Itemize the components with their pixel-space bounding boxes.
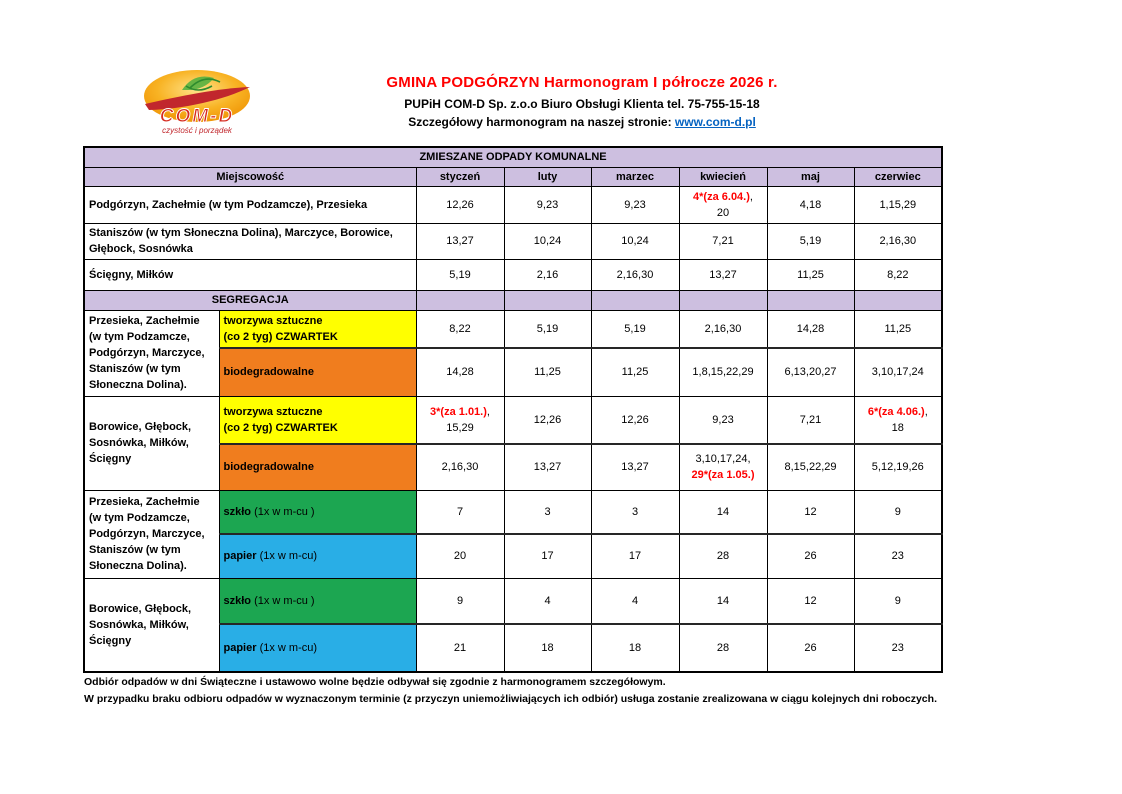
website-line [252,115,912,129]
document-header [252,74,912,129]
schedule-dates-cell: 2,16 [504,259,591,290]
schedule-dates-cell: 14 [679,578,767,624]
footer-note-2: W przypadku braku odbioru odpadów w wyznaczonym terminie (z przyczyn uniemożliwiających ich odbiór) usługa zostanie zrealizowana w ciągu kolejnych dni roboczych. [84,693,937,705]
segregacja-empty-cell [767,290,854,310]
date-text: , [486,405,490,418]
location-cell: Podgórzyn, Zachełmie (w tym Podzamcze), Przesieka [84,186,416,223]
schedule-dates-cell: 9 [416,578,504,624]
date-text: , [749,190,753,203]
schedule-dates-cell: 8,15,22,29 [767,444,854,490]
schedule-dates-cell: 17 [504,534,591,578]
schedule-dates-cell: 5,19 [504,310,591,348]
column-header-styczen: styczeń [416,167,504,186]
schedule-dates-cell: 21 [416,624,504,672]
schedule-dates-cell: 4 [591,578,679,624]
date-note-red: 29*(za 1.05.) [691,469,755,482]
schedule-dates-cell: 5,19 [416,259,504,290]
segregation-row [84,578,942,624]
schedule-dates-cell: 5,19 [591,310,679,348]
page-title: GMINA PODGÓRZYN Harmonogram I półrocze 2026 r. [386,74,778,91]
waste-type-label: papier [223,642,257,654]
waste-type-frequency: (1x w m-cu) [256,642,318,654]
schedule-dates-cell: 13,27 [591,444,679,490]
schedule-dates-cell: 13,27 [679,259,767,290]
com-d-logo-graphic [138,68,258,140]
schedule-dates-cell: 5,19 [767,223,854,259]
waste-type-frequency: (co 2 tyg) CZWARTEK [223,330,338,343]
logo-tagline: czystość i porządek [162,126,232,135]
com-d-logo [138,68,258,140]
columns-header-row [84,167,942,186]
date-note-red: 3*(za 1.01.) [430,405,487,418]
waste-type-frequency: (co 2 tyg) CZWARTEK [223,421,338,434]
website-label: Szczegółowy harmonogram na naszej stronie: [408,115,672,129]
schedule-dates-cell: 18 [504,624,591,672]
schedule-dates-cell [679,186,767,223]
waste-type-cell [219,490,416,534]
schedule-dates-cell: 9,23 [504,186,591,223]
schedule-dates-cell: 14 [679,490,767,534]
column-header-kwiecien: kwiecień [679,167,767,186]
schedule-dates-cell: 26 [767,534,854,578]
schedule-dates-cell: 3,10,17,24 [854,348,942,396]
date-text: 3,10,17,24, [695,453,751,466]
location-cell: Staniszów (w tym Słoneczna Dolina), Marczyce, Borowice, Głębock, Sosnówka [84,223,416,259]
schedule-dates-cell: 1,8,15,22,29 [679,348,767,396]
schedule-dates-cell [854,396,942,444]
schedule-dates-cell: 7,21 [767,396,854,444]
location-cell: Przesieka, Zachełmie (w tym Podzamcze, Podgórzyn, Marczyce, Staniszów (w tym Słoneczna Dolina). [84,490,219,578]
date-note-red: 4*(za 6.04.) [693,190,750,203]
schedule-dates-cell: 11,25 [591,348,679,396]
logo-brand-text: COM-D [159,106,235,127]
segregation-row [84,490,942,534]
location-cell: Przesieka, Zachełmie (w tym Podzamcze, Podgórzyn, Marczyce, Staniszów (w tym Słoneczna Dolina). [84,310,219,396]
waste-type-frequency: (1x w m-cu) [256,550,318,563]
waste-type-label: papier [223,550,257,563]
segregacja-empty-cell [504,290,591,310]
column-header-luty: luty [504,167,591,186]
schedule-dates-cell: 9,23 [591,186,679,223]
waste-type-cell [219,444,416,490]
column-header-marzec: marzec [591,167,679,186]
schedule-dates-cell: 2,16,30 [679,310,767,348]
location-cell: Borowice, Głębock, Sosnówka, Miłków, Ścięgny [84,396,219,490]
date-text: 18 [891,421,904,434]
segregacja-label: SEGREGACJA [84,290,416,310]
waste-schedule-table [83,146,943,673]
schedule-dates-cell: 1,15,29 [854,186,942,223]
segregation-row [84,310,942,348]
schedule-dates-cell: 8,22 [416,310,504,348]
waste-type-frequency: (1x w m-cu ) [251,594,315,607]
schedule-dates-cell: 12 [767,490,854,534]
waste-type-cell [219,534,416,578]
waste-type-label: szkło [223,505,252,518]
schedule-dates-cell: 4,18 [767,186,854,223]
schedule-dates-cell: 17 [591,534,679,578]
date-note-red: 6*(za 4.06.) [867,405,925,418]
segregacja-empty-cell [854,290,942,310]
schedule-dates-cell: 7,21 [679,223,767,259]
date-text: , [924,405,928,418]
waste-type-cell [219,624,416,672]
waste-type-cell [219,310,416,348]
schedule-dates-cell: 3 [504,490,591,534]
schedule-dates-cell: 11,25 [504,348,591,396]
schedule-dates-cell: 14,28 [416,348,504,396]
mixed-waste-row [84,223,942,259]
section-header-row [84,147,942,167]
segregacja-empty-cell [416,290,504,310]
waste-type-label: biodegradowalne [223,461,314,474]
schedule-dates-cell: 2,16,30 [854,223,942,259]
schedule-dates-cell: 12,26 [416,186,504,223]
website-link[interactable]: www.com-d.pl [674,115,756,129]
waste-type-cell [219,578,416,624]
schedule-dates-cell: 23 [854,534,942,578]
schedule-dates-cell: 12,26 [504,396,591,444]
schedule-dates-cell [679,444,767,490]
schedule-dates-cell: 12 [767,578,854,624]
location-cell: Ścięgny, Miłków [84,259,416,290]
column-header-czerwiec: czerwiec [854,167,942,186]
schedule-dates-cell: 6,13,20,27 [767,348,854,396]
schedule-dates-cell: 7 [416,490,504,534]
location-cell: Borowice, Głębock, Sosnówka, Miłków, Ścięgny [84,578,219,672]
segregacja-row [84,290,942,310]
waste-type-cell [219,396,416,444]
company-contact-line: PUPiH COM-D Sp. z.o.o Biuro Obsługi Klienta tel. 75-755-15-18 [404,97,760,111]
schedule-dates-cell: 23 [854,624,942,672]
footer-notes [84,676,1064,710]
waste-type-label: tworzywa sztuczne [223,314,323,327]
mixed-waste-row [84,259,942,290]
waste-type-label: tworzywa sztuczne [223,405,323,418]
schedule-dates-cell: 14,28 [767,310,854,348]
schedule-dates-cell: 26 [767,624,854,672]
column-header-miejscowosc: Miejscowość [84,167,416,186]
schedule-dates-cell: 10,24 [504,223,591,259]
schedule-dates-cell: 5,12,19,26 [854,444,942,490]
schedule-dates-cell: 20 [416,534,504,578]
schedule-dates-cell: 28 [679,534,767,578]
schedule-dates-cell: 10,24 [591,223,679,259]
schedule-dates-cell: 11,25 [854,310,942,348]
waste-type-frequency: (1x w m-cu ) [251,505,315,518]
schedule-dates-cell: 2,16,30 [416,444,504,490]
segregation-row [84,396,942,444]
column-header-maj: maj [767,167,854,186]
schedule-dates-cell: 13,27 [416,223,504,259]
schedule-dates-cell: 9 [854,490,942,534]
date-text: 15,29 [446,421,474,434]
segregacja-empty-cell [679,290,767,310]
segregacja-empty-cell [591,290,679,310]
footer-note-1: Odbiór odpadów w dni Świąteczne i ustawowo wolne będzie odbywał się zgodnie z harmonogramem szczegółowym. [84,676,666,688]
schedule-dates-cell [416,396,504,444]
mixed-waste-row [84,186,942,223]
section-title: ZMIESZANE ODPADY KOMUNALNE [84,147,942,167]
waste-type-cell [219,348,416,396]
schedule-dates-cell: 13,27 [504,444,591,490]
schedule-dates-cell: 9 [854,578,942,624]
waste-type-label: biodegradowalne [223,366,314,379]
schedule-dates-cell: 3 [591,490,679,534]
schedule-dates-cell: 11,25 [767,259,854,290]
schedule-dates-cell: 2,16,30 [591,259,679,290]
schedule-dates-cell: 8,22 [854,259,942,290]
schedule-dates-cell: 28 [679,624,767,672]
waste-type-label: szkło [223,594,252,607]
date-text: 20 [716,206,730,219]
schedule-dates-cell: 9,23 [679,396,767,444]
schedule-dates-cell: 12,26 [591,396,679,444]
schedule-dates-cell: 18 [591,624,679,672]
schedule-dates-cell: 4 [504,578,591,624]
